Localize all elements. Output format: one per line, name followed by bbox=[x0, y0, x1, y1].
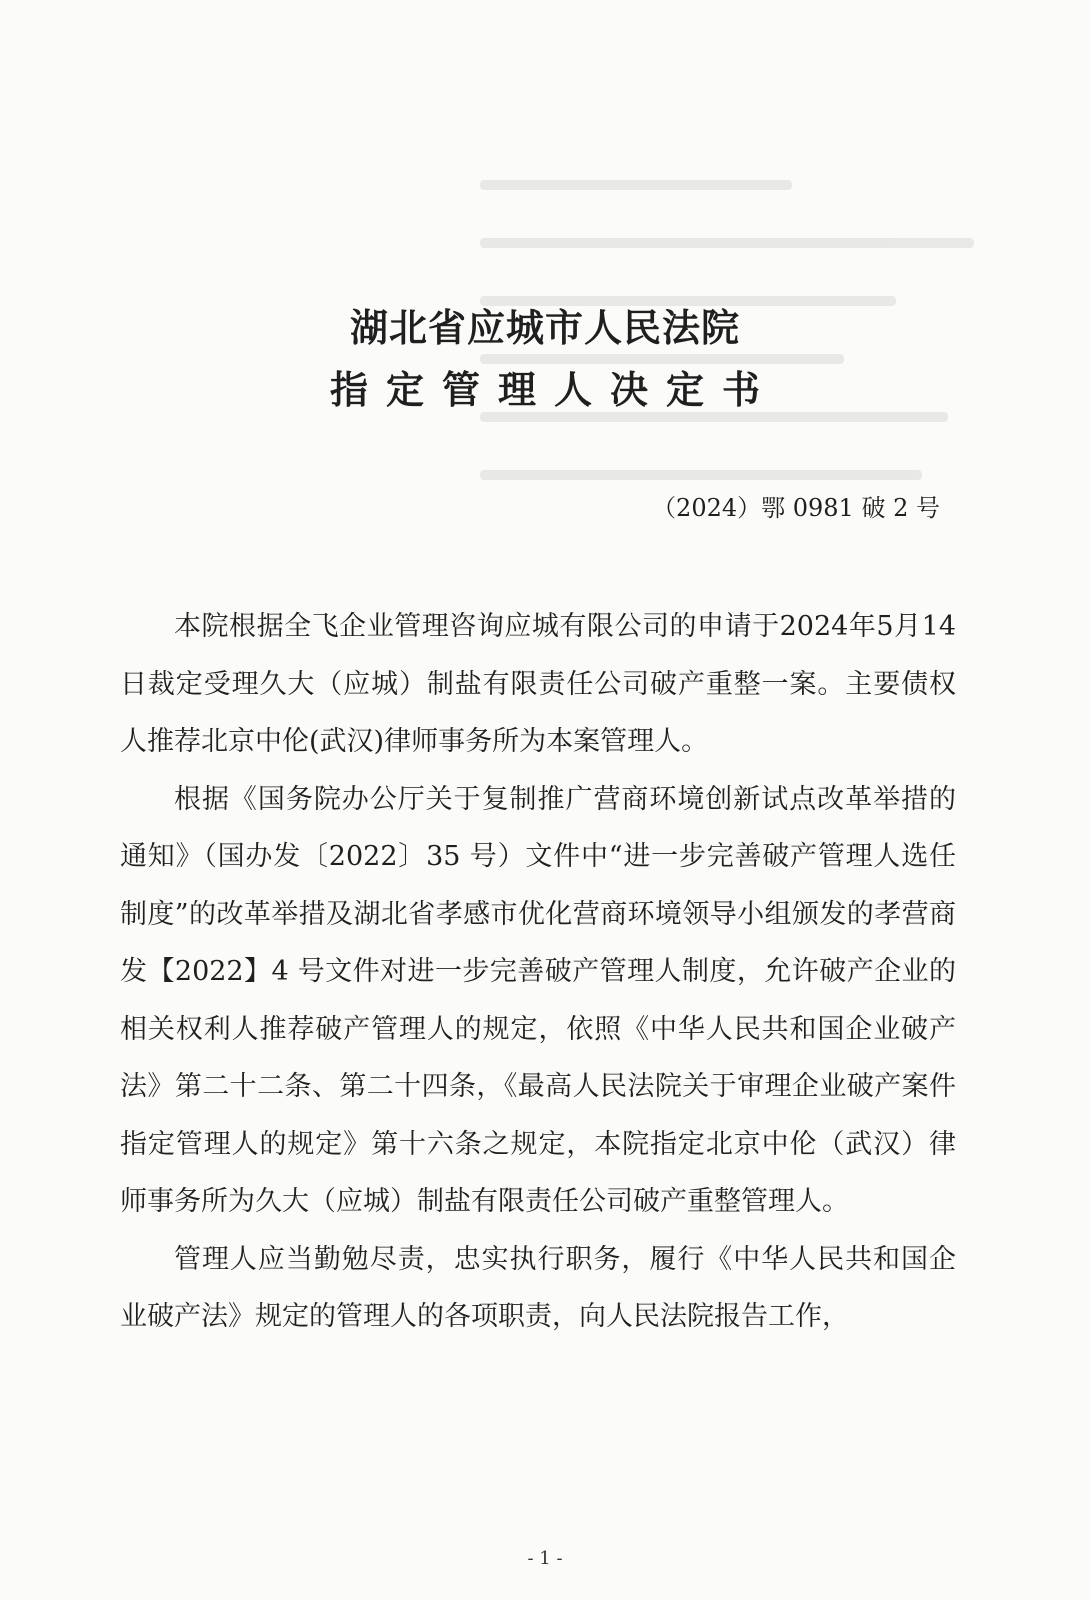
court-name: 湖北省应城市人民法院 bbox=[349, 305, 740, 350]
paragraph-duties: 管理人应当勤勉尽责，忠实执行职务，履行《中华人民共和国企业破产法》规定的管理人的各项职责，向人民法院报告工作， bbox=[120, 1243, 956, 1332]
case-number: （2024）鄂 0981 破 2 号 bbox=[652, 494, 940, 522]
document-title: 指定管理人决定书 bbox=[329, 367, 778, 412]
paragraph-acceptance: 本院根据全飞企业管理咨询应城有限公司的申请于2024年5月14日裁定受理久大（应城）制盐有限责任公司破产重整一案。主要债权人推荐北京中伦(武汉)律师事务所为本案管理人。 bbox=[120, 611, 956, 757]
document-body bbox=[120, 598, 956, 1346]
page-number: - 1 - bbox=[527, 1548, 563, 1569]
paragraph-legal-basis: 根据《国务院办公厅关于复制推广营商环境创新试点改革举措的通知》（国办发〔2022〕35 号）文件中“进一步完善破产管理人选任制度”的改革举措及湖北省孝感市优化营商环境领导小组颁发的孝营商发【2022】4 号文件对进一步完善破产管理人制度，允许破产企业的相关权利人推荐破产管理人的规定，依照《中华人民共和国企业破产法》第二十二条、第二十四条，《最高人民法院关于审理企业破产案件指定管理人的规定》第十六条之规定，本院指定北京中伦（武汉）律师事务所为久大（应城）制盐有限责任公司破产重整管理人。 bbox=[120, 783, 956, 1217]
